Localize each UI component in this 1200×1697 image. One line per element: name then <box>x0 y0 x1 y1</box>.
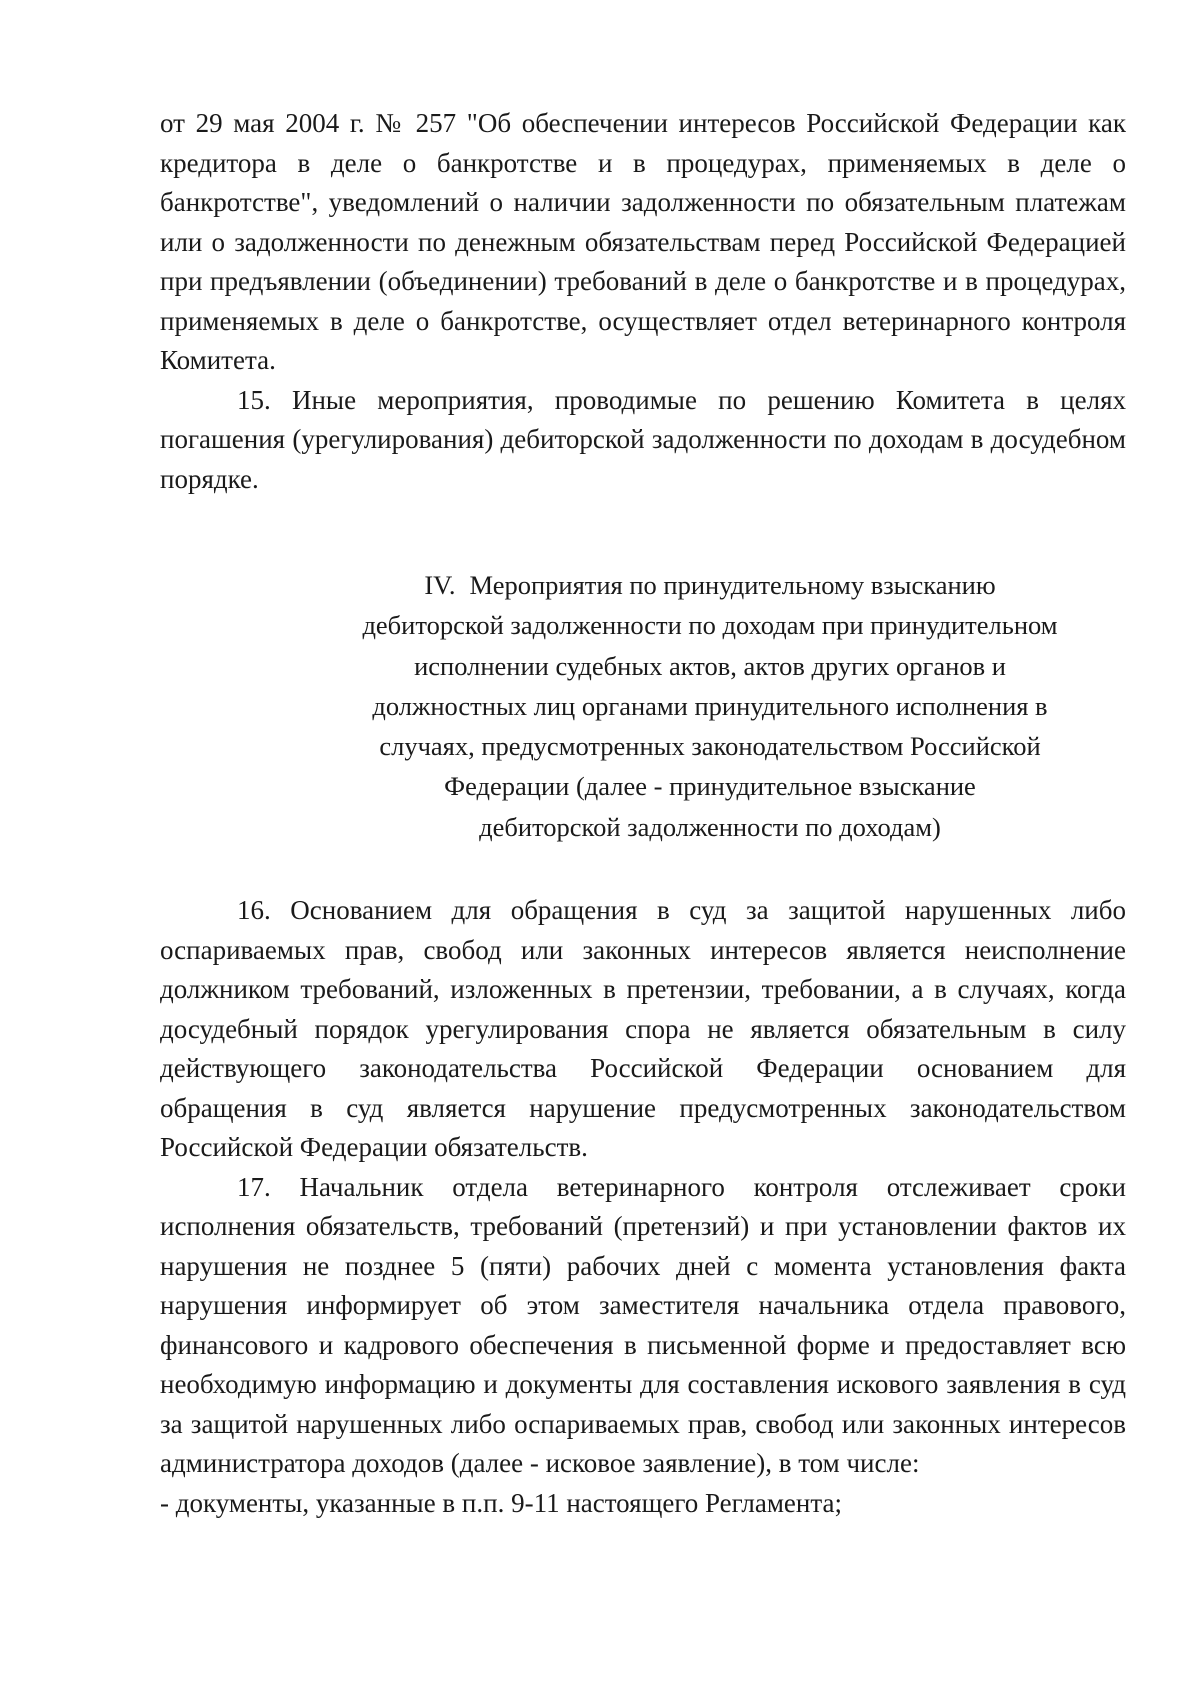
paragraph-17: 17. Начальник отдела ветеринарного контроля отслеживает сроки исполнения обязательств, требований (претензий) и при установлении фактов их нарушения не позднее 5 (пяти) рабочих дней с момента установления факта нарушения информирует об этом заместителя начальника отдела правового, финансового и кадрового обеспечения в письменной форме и предоставляет всю необходимую информацию и документы для составления искового заявления в суд за защитой нарушенных либо оспариваемых прав, свобод или законных интересов администратора доходов (далее - исковое заявление), в том числе: <box>160 1171 1126 1478</box>
list-item: - документы, указанные в п.п. 9-11 настоящего Регламента; <box>160 1487 842 1518</box>
section-heading-line-6: Федерации (далее - принудительное взыскание <box>444 771 976 802</box>
section-heading-line-2: дебиторской задолженности по доходам при принудительном <box>362 610 1058 641</box>
text-block-bottom <box>160 891 1126 1523</box>
section-heading-line-5: случаях, предусмотренных законодательством Российской <box>379 731 1041 762</box>
section-heading-line-7: дебиторской задолженности по доходам) <box>479 811 941 842</box>
section-heading-line-1: IV. Мероприятия по принудительному взысканию <box>424 570 996 600</box>
section-heading-line-4: должностных лиц органами принудительного исполнения в <box>372 690 1048 721</box>
paragraph-continuation: от 29 мая 2004 г. № 257 "Об обеспечении интересов Российской Федерации как кредитора в деле о банкротстве и в процедурах, применяемых в деле о банкротстве", уведомлений о наличии задолженности по обязательным платежам или о задолженности по денежным обязательствам перед Российской Федерацией при предъявлении (объединении) требований в деле о банкротстве и в процедурах, применяемых в деле о банкротстве, осуществляет отдел ветеринарного контроля Комитета. <box>160 108 1126 375</box>
paragraph-15: 15. Иные мероприятия, проводимые по решению Комитета в целях погашения (урегулирования) дебиторской задолженности по доходам в досудебном порядке. <box>160 384 1126 494</box>
section-heading-line-3: исполнении судебных актов, актов других органов и <box>414 650 1006 681</box>
text-block-top <box>160 104 1126 499</box>
section-heading <box>330 565 1090 847</box>
section-number: IV. <box>424 570 456 600</box>
paragraph-16: 16. Основанием для обращения в суд за защитой нарушенных либо оспариваемых прав, свобод или законных интересов является неисполнение должником требований, изложенных в претензии, требовании, а в случаях, когда досудебный порядок урегулирования спора не является обязательным в силу действующего законодательства Российской Федерации основанием для обращения в суд является нарушение предусмотренных законодательством Российской Федерации обязательств. <box>160 895 1126 1162</box>
